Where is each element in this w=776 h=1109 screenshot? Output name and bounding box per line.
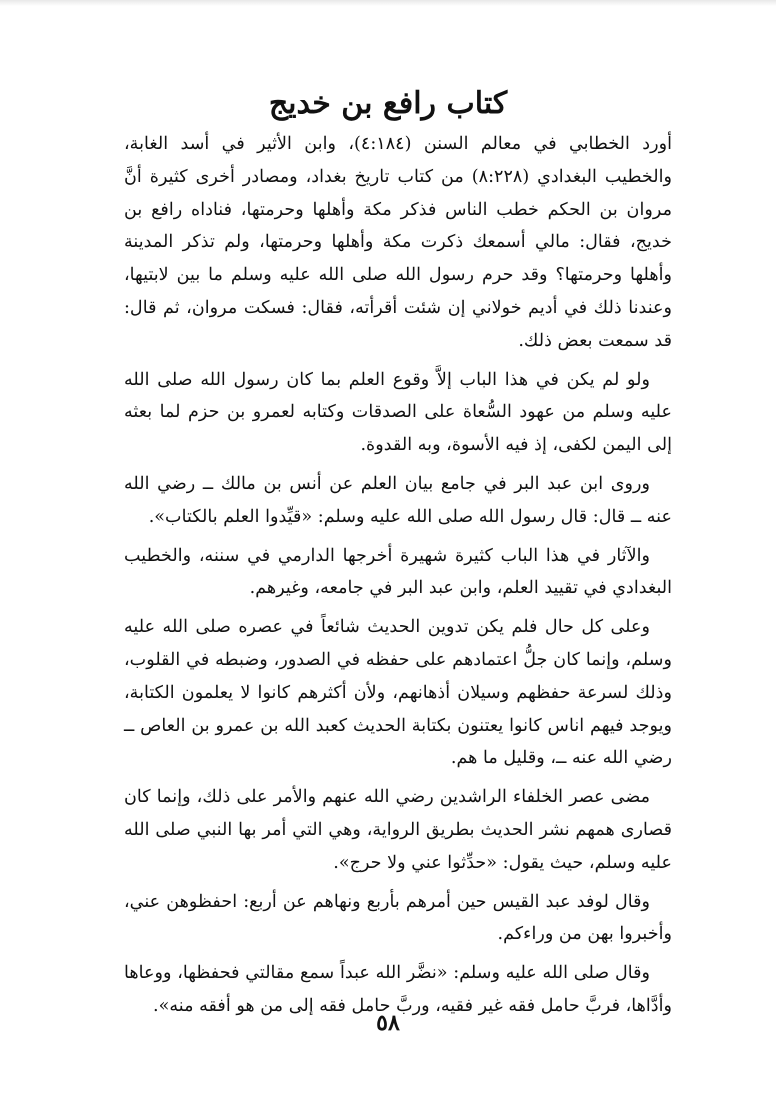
scan-edge (0, 0, 776, 6)
paragraph: وروى ابن عبد البر في جامع بيان العلم عن أنس بن مالك ــ رضي الله عنه ــ قال: قال رسول الله صلى الله عليه وسلم: «قيِّدوا العلم بالكتاب». (124, 473, 672, 527)
paragraph: ولو لم يكن في هذا الباب إلاَّ وقوع العلم بما كان رسول الله صلى الله عليه وسلم من عهود السُّعاة على الصدقات وكتابه لعمرو بن حزم لما بعثه إلى اليمن لكفى، إذ فيه الأسوة، وبه القدوة. (124, 369, 672, 456)
paragraph: وعلى كل حال فلم يكن تدوين الحديث شائعاً في عصره صلى الله عليه وسلم، وإنما كان جلُّ اعتمادهم على حفظه في الصدور، وضبطه في القلوب، وذلك لسرعة حفظهم وسيلان أذهانهم، ولأن أكثرهم كانوا لا يعلمون الكتابة، ويوجد فيهم اناس كانوا يعتنون بكتابة الحديث كعبد الله بن عمرو بن العاص ــ رضي الله عنه ــ، وقليل ما هم. (124, 617, 672, 769)
paragraph: وقال لوفد عبد القيس حين أمرهم بأربع ونهاهم عن أربع: احفظوهن عني، وأخبروا بهن من وراءكم. (124, 891, 672, 945)
chapter-title: كتاب رافع بن خديج (268, 86, 508, 121)
paragraph: وقال صلى الله عليه وسلم: «نضَّر الله عبداً سمع مقالتي فحفظها، ووعاها وأدَّاها، فربَّ حامل فقه غير فقيه، وربَّ حامل فقه إلى من هو أفقه منه». (124, 963, 672, 1016)
body-text (124, 128, 672, 1029)
page-number: ٥٨ (376, 1010, 400, 1036)
paragraph: والآثار في هذا الباب كثيرة شهيرة أخرجها الدارمي في سننه، والخطيب البغدادي في تقييد العلم، وابن عبد البر في جامعه، وغيرهم. (124, 545, 672, 599)
paragraph: أورد الخطابي في معالم السنن (٤:١٨٤)، وابن الأثير في أسد الغابة، والخطيب البغدادي (٨:٢٢٨) من كتاب تاريخ بغداد، ومصادر أخرى كثيرة أنَّ مروان بن الحكم خطب الناس فذكر مكة وأهلها وحرمتها، فناداه رافع بن خديج، فقال: مالي أسمعك ذكرت مكة وأهلها وحرمتها، ولم تذكر المدينة وأهلها وحرمتها؟ وقد حرم رسول الله صلى الله عليه وسلم ما بين لابتيها، وعندنا ذلك في أديم خولاني إن شئت أقرأته، فقال: فسكت مروان، ثم قال: قد سمعت بعض ذلك. (124, 134, 672, 351)
paragraph: مضى عصر الخلفاء الراشدين رضي الله عنهم والأمر على ذلك، وإنما كان قصارى همهم نشر الحديث بطريق الرواية، وهي التي أمر بها النبي صلى الله عليه وسلم، حيث يقول: «حدِّثوا عني ولا حرج». (124, 787, 672, 873)
